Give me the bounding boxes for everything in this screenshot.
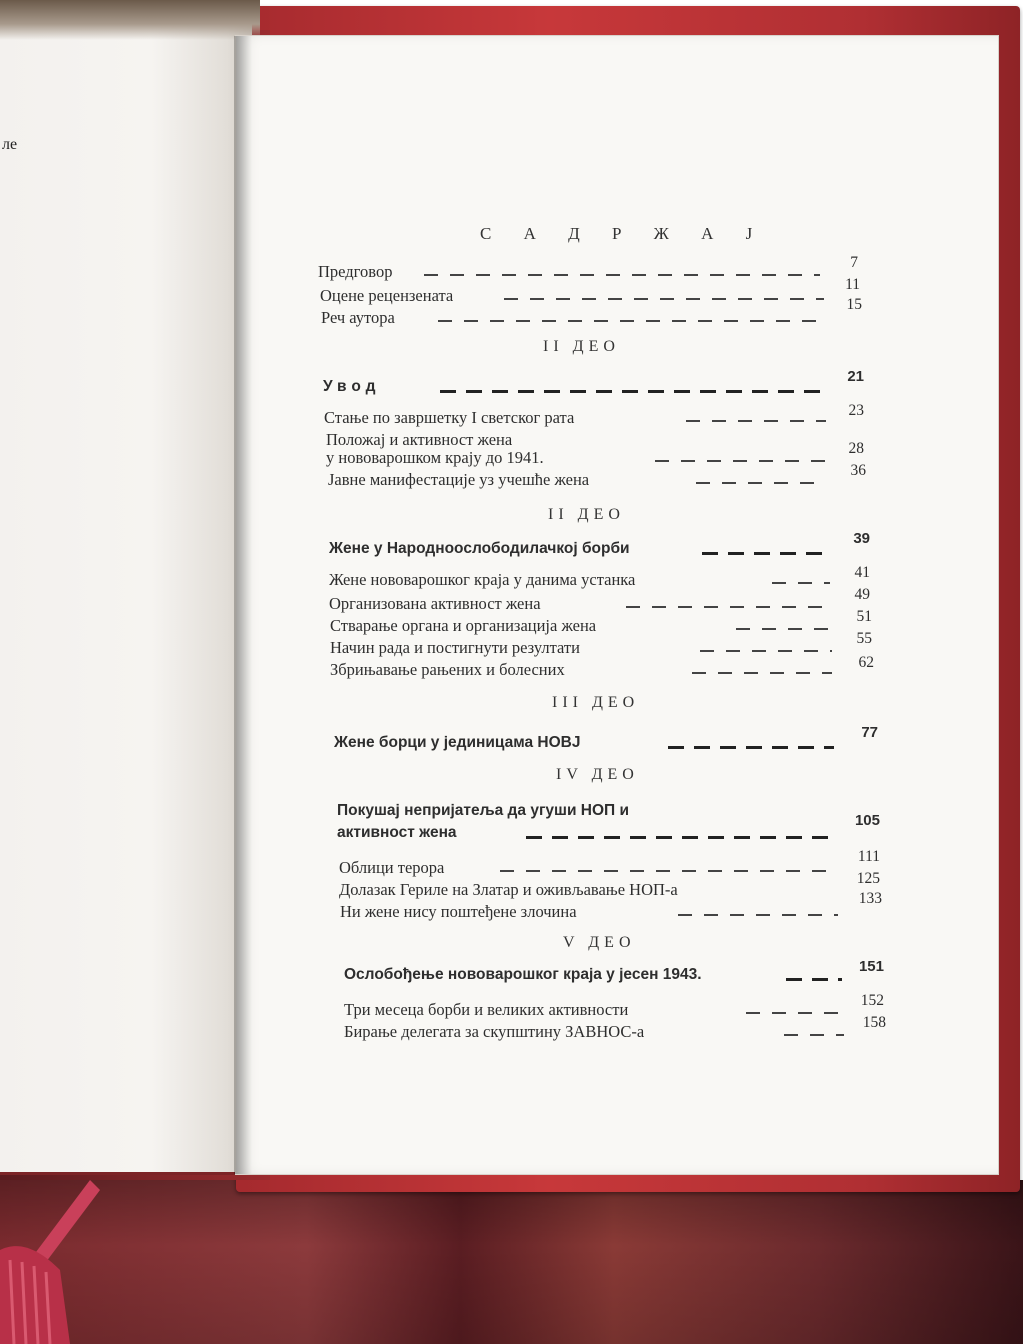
entry-title: Организована активност жена	[329, 594, 541, 613]
toc-entry[interactable]	[0, 402, 1023, 430]
entry-page: 55	[856, 630, 872, 647]
entry-title: Жене у Народноослободилачкој борби	[329, 540, 630, 557]
leader-dashes	[702, 552, 830, 555]
left-page-text-fragment: ле	[2, 136, 18, 153]
part-heading: V ДЕО	[563, 934, 636, 951]
entry-page: 49	[854, 586, 870, 603]
leader-dashes	[686, 420, 826, 422]
entry-page: 23	[848, 402, 864, 419]
leader-dashes	[626, 606, 830, 608]
toc-entry[interactable]	[0, 890, 1023, 924]
entry-title: Реч аутора	[321, 308, 395, 327]
entry-page: 11	[845, 276, 860, 293]
entry-title: Ни жене нису поштеђене злочина	[340, 902, 577, 921]
entry-title: Увод	[323, 378, 381, 395]
entry-page: 62	[858, 654, 874, 671]
toc-entry[interactable]	[0, 724, 1023, 756]
leader-dashes	[655, 460, 825, 462]
toc-entry[interactable]	[0, 440, 1023, 470]
leader-dashes	[700, 650, 832, 652]
entry-page: 125	[856, 870, 880, 887]
entry-page: 41	[854, 564, 870, 581]
entry-title: Бирање делегата за скупштину ЗАВНОС-а	[344, 1022, 645, 1041]
entry-title: Предговор	[318, 262, 393, 281]
leader-dashes	[526, 836, 838, 839]
entry-title: Стање по завршетку I светског рата	[324, 408, 575, 427]
entry-title-continued: активност жена	[337, 824, 457, 841]
entry-title: Ослобођење нововарошког краја у јесен 1943.	[344, 966, 702, 983]
leader-dashes	[500, 870, 838, 872]
entry-page: 152	[860, 992, 884, 1009]
entry-title: Јавне манифестације уз учешће жена	[328, 470, 590, 489]
leader-dashes	[696, 482, 826, 484]
part-heading: II ДЕО	[543, 338, 620, 355]
toc-title: С А Д Р Ж А Ј	[480, 224, 767, 243]
entry-title: Облици терора	[339, 858, 445, 877]
entry-title: Жене борци у јединицама НОВЈ	[334, 734, 581, 751]
toc-entry[interactable]	[0, 462, 1023, 492]
leader-dashes	[440, 390, 824, 393]
part-heading: III ДЕО	[552, 694, 640, 711]
entry-page: 21	[847, 368, 864, 385]
entry-page: 151	[858, 958, 884, 975]
entry-page: 15	[846, 296, 862, 313]
entry-page: 39	[853, 530, 870, 547]
entry-page: 105	[854, 812, 880, 829]
part-heading: II ДЕО	[548, 506, 625, 523]
entry-title: Положај и активност жена	[326, 430, 513, 449]
leader-dashes	[772, 582, 830, 584]
entry-title: Долазак Герилe на Златар и оживљавање НОП-а	[339, 880, 678, 899]
entry-page: 77	[861, 724, 878, 741]
toc-entry[interactable]	[0, 812, 1023, 846]
leader-dashes	[784, 1034, 844, 1036]
entry-page: 51	[856, 608, 872, 625]
leader-dashes	[678, 914, 838, 916]
leader-dashes	[668, 746, 834, 749]
toc-entry[interactable]	[0, 368, 1023, 400]
leader-dashes	[424, 274, 820, 276]
entry-title: Жене нововарошког краја у данима устанка	[329, 570, 636, 589]
toc-entry[interactable]	[0, 654, 1023, 682]
leader-dashes	[746, 1012, 842, 1014]
leader-dashes	[692, 672, 832, 674]
entry-page: 111	[857, 848, 880, 865]
toc-entry[interactable]	[0, 530, 1023, 562]
entry-title: Збрињавање рањених и болесних	[330, 660, 565, 679]
entry-title: Начин рада и постигнути резултати	[330, 638, 580, 657]
toc-entry[interactable]	[0, 1014, 1023, 1044]
toc-entry[interactable]	[0, 276, 1023, 308]
toc-entry[interactable]	[0, 958, 1023, 988]
leader-dashes	[504, 298, 824, 300]
leader-dashes	[438, 320, 828, 322]
entry-page: 7	[850, 254, 858, 271]
part-heading: IV ДЕО	[556, 766, 639, 783]
leader-dashes	[736, 628, 832, 630]
toc-entry[interactable]	[0, 254, 1023, 284]
entry-page: 28	[848, 440, 864, 457]
entry-title-continued: у нововарошком крају до 1941.	[326, 448, 544, 467]
entry-title: Оцене рецензената	[320, 286, 454, 305]
entry-title: Три месеца борби и великих активности	[344, 1000, 629, 1019]
leader-dashes	[786, 978, 842, 981]
entry-page: 158	[862, 1014, 886, 1031]
entry-page: 133	[858, 890, 882, 907]
entry-title: Покушај непријатеља да угуши НОП и	[337, 802, 630, 819]
entry-title: Стварање органа и организација жена	[330, 616, 597, 635]
toc-entry[interactable]	[0, 296, 1023, 330]
entry-page: 36	[850, 462, 866, 479]
